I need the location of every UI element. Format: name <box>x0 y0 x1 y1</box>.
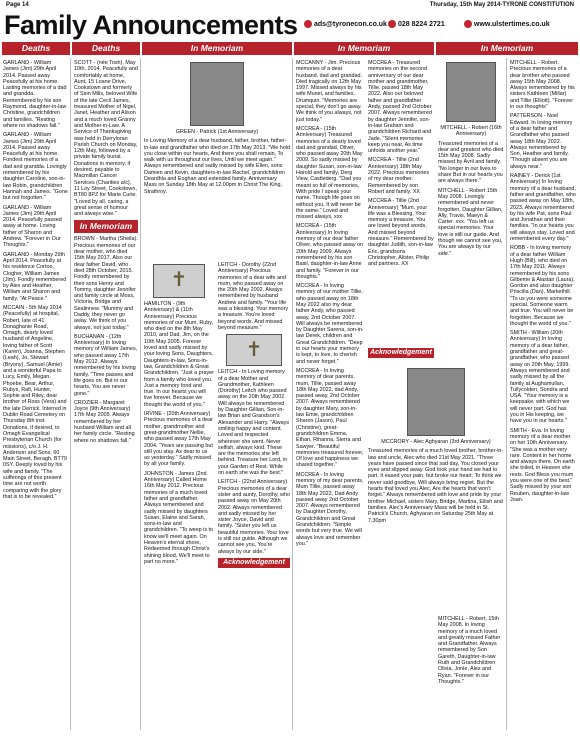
notice-name: MITCHELL - Robert (16th Anniversary) <box>440 125 502 138</box>
email-icon <box>304 20 312 28</box>
divider <box>506 58 507 730</box>
notice-name: GREEN - Patrick (1st Anniversary) <box>175 129 259 135</box>
top-bar <box>0 0 580 10</box>
notice: LEITCH - In Loving memory of a dear Mother and Grandmother, Kathleen (Dorothy) Leitch who passed away on the 20th May 2002. Will always be remembered by Daughter Gillian, Son-in-law Brian and Grandson's Alexander and Harry. "Always smiling happy and content. Loved and respected wherever she went. Never selfish, always kind. These are the memories she left behind. Treasure her Lord, in your Garden of Rest. While on earth she was the best." <box>218 369 290 477</box>
memoriam-header-3: In Memoriam <box>436 42 578 55</box>
notice: MCCREA - Tillie (2nd Anniversary) "Mum, your life was a Blessing, Your memory a treasure, You are loved beyond words, And missed beyond measure." Remembered by daughter Judith, son-in-law Eric, grandsons Christopher, Alister, Philip and partners. XX <box>368 198 434 268</box>
notice: HAMILTON - (9th Anniversary) & (11th Anniversary) Precious memories of our Mum, Ruby, who died on the 8th May 2010, and Dad, Jim, on the 10th May 2005. Forever loved and sadly missed by your loving Sons, Daughters, Daughters-in-law, Sons-in-law, Grandchildren & Great Grandchildren. "Just a prayer from a family who loved you. Just a memory fond and true. In our hearts you will live forever. Because we thought the world of you." <box>144 301 214 408</box>
column-4 <box>218 262 290 732</box>
column-2 <box>74 60 138 732</box>
notice: Treasured memories of a dear and greatest who died 15th May 2008. Sadly missed by Avril and family. "No longer in our lives to share But in our hearts you are always there." <box>438 140 504 185</box>
notice: CROZIER - Margaret Joyce (9th Anniversary) 17th May 2005. Always remembered by her husband William and all her family circle. "Resting where no shadows fall." <box>74 399 135 444</box>
ack-bar <box>368 348 504 362</box>
contact-web[interactable]: www.ulstertimes.co.uk <box>464 20 550 28</box>
notice: IRVINE - (20th Anniversary) Precious memories of a dear mother, grandmother and great-grandmother Nellie, who passed away 17th May 2004. "Years are passing but still you stay. As dear to us as yesterday." Sadly missed by all your family. <box>144 411 213 468</box>
notice: MITCHELL - Robert, 15th May 2008. In loving memory of a much loved and greatly missed Father and Grandfather. Always remembered by Son Gareth, Daughter-in-law Ruth and Grandchildren Olivia, Jonie, Alex and Ryan. "Forever in our Thoughts." <box>438 616 501 685</box>
notice: SMITH - Eva. In loving memory of a dear mother on her 10th Anniversary. "She was a mother very rare. Content in her home and always there. On earth she toiled, in Heaven she rests. God Bless you mum you were one of the best." Sadly missed by your son Reuben, daughter-in-law Joan. <box>510 427 575 503</box>
column-5 <box>296 60 364 732</box>
column-3 <box>144 262 214 732</box>
issue-date: Thursday, 15th May 2014-TYRONE CONSTITUTION <box>429 2 574 8</box>
deaths-header-2: Deaths <box>72 42 140 55</box>
notice: PATTERSON - Noel Edward. In loving memory of a dear father and Grandfather who passed away 18th May 2022. Always remembered by Son, Heather and family. "Though absent you are always near." <box>510 113 573 170</box>
notice-name: MCCRORY - Alec Aghyaran (3rd Anniversary) <box>381 439 491 445</box>
page-number: Page 14 <box>6 2 29 8</box>
phone-icon <box>388 20 396 28</box>
page-title: Family Announcements <box>4 10 298 40</box>
notice: SMITH - William (20th Anniversary) In loving memory of a dear father, grandfather and great-grandfather, who passed away on 20th May, 1999. Always remembered and sadly missed by all the family at Aughamullan, Tullycolden, Sondra and USA. "Your memory is a keepsake, with which we will never part. God has you in His keeping, we have you in our hearts." <box>510 330 570 425</box>
notice: RAINEY - Derick (1st Anniversary) In loving memory of a dear husband, father and grandfather, who passed away on May 18th, 2023. Always remembered by his wife Pat, sons Paul and Jonathan and their families. "In our hearts you will always stay. Loved and remembered every day." <box>510 173 576 243</box>
notice: MCCREA - Treasured memories on the second anniversary of our dear mother and grandmother, Tillie, passed 18th May 2022. Also our beloved father and grandfather Andy, passed 2nd October 2007. Always remembered by daughter Jennifer, son-in-law Graham and grandchildren Richard and Jade. "Silent memories keep you near, As time unfolds another year." <box>368 60 432 155</box>
notice: MCCREA - (15th Anniversary) Treasured memories of a dearly loved dad and grandad, Oliver, who passed away 20th May 2009. So sadly missed by daughter Susan, son-in-law Harold and family, Derg View, Castlederg. "Dad you meant so full of memories, With pride I speak your name. Though life goes on without you, It will never be the same." Loved and missed always, xxx <box>296 125 363 221</box>
column-1 <box>3 60 68 732</box>
notice: GARLAND - Monday 29th April 2014. Peacefully at his residence Cortoo, Clogher, William James (Jim). Fondly remembered by Alex and Heather, William and Sharon and family. "At Peace." <box>3 251 67 302</box>
column-7-bottom <box>438 616 504 732</box>
notice: JOHNSTON - James (2nd Anniversary) Called Home 16th May 2012. Precious memories of a much loved father and grandfather. Always remembered and sadly missed by daughters Susan, Elaine and Sarah, sons-in-law and grandchildren. "To weep is to know we'll meet again. On Heaven's eternal shore, Redeemed through Christ's shining blood, We'll meet to part no more." <box>144 470 214 565</box>
contact-email[interactable]: ads@tyronecon.co.uk <box>304 20 387 28</box>
notice: In Loving Memory of a dear husband, father, brother, father-in-law and grandfather who died on 17th May 2013. "We hold you close within our hearts, And there you shall remain, To walk with us throughout our lives, Until we meet again." Always remembered and sadly missed by wife Ellen, sons Damien and Kevin, daughters-in-law Rachel, grandchildren Deardhla and Eoghan and extended family. Anniversary Mass on Sunday 18th May at 12.00pm in Christ The King, Strathroy. <box>144 138 290 195</box>
notice: GARLAND - William James (Jim) 29th April 2014. Peacefully passed away at home. Loving father of Sharon and Andrew. "Forever in Our Thoughts." <box>3 204 62 249</box>
deaths-header: Deaths <box>2 42 70 55</box>
cross-icon <box>153 264 205 298</box>
contact-phone[interactable]: 028 8224 2721 <box>388 20 445 28</box>
notice: MCCANNY - Jim. Precious memories of a dear husband, dad and grandad. Died tragically on 12th May 1997. Missed always by his wife Muriel, and families. Drumquin. "Memories are special, they don't go away. We think of you always, not just today." <box>296 60 362 123</box>
notice: LEITCH - (22nd Anniversary) Precious memories of a dear sister and aunty, Dorothy, who passed away on May 20th 2002. Always remembered and sadly missed by her sister Joyce, David and family. "Sister you left us beautiful memories. Your love is still our guide. Although we cannot see you, You're always by our side." <box>218 479 290 555</box>
web-icon <box>464 20 472 28</box>
notice: SCOTT - (née Tosh), May 10th, 2014. Peacefully and comfortably at home, Aunt, 15 Loane Drive, Cookstown and formerly of Sion Mills, beloved Wife of the late Cecil James, treasured Mother of Nigel, Janet, Heather and Alison and a much loved Granny and Mother-in-Law. A Service of Thanksgiving was held in Derryloran Parish Church on Monday, 12th May, followed by a private family burial. Donations in memory, if desired, payable to Macmillan Cancer Services (Charities a/c), 11 Loy Street, Cookstown, BT80 8PZ for Marie Curie. "Loved by all, caring, a great sense of humour and always wise." <box>74 60 138 218</box>
acknowledgement-header: Acknowledgement <box>368 348 434 358</box>
memoriam-header-col2: In Memoriam <box>74 220 138 233</box>
memoriam-header-2: In Memoriam <box>294 42 434 55</box>
notice: GARLAND - William James (Jim) 29th April 2014. Passed away Peacefully at his home. Fondest memories of a dad and grandda. Lovingly remembered by his daughter Caroline, son-in-law Robin, grandchildren Hannah and James. "Gone but not forgotten." <box>3 132 68 202</box>
notice: BUCHANAN - (12th Anniversary) In loving memory of William James, who passed away 17th May 2012. Always remembered by his loving family. "Time passes and life goes on. But in our hearts, You are never gone." <box>74 333 138 397</box>
notice: ROBB - In loving memory of a dear father William Hugh (Bill), who died on 17th May 2011. Always remembered by his sons Gilbeme & Alastair (Laura), Gordon and also daughter Priscilla (Dan), Markethill. "To us you were someone special. Someone warm and true. You will never be forgotten. Because we thought the world of you." <box>510 245 575 327</box>
divider <box>70 58 71 730</box>
notice: MCCREA - Tillie (2nd Anniversary) 18th May 2022. Precious memories of my dear mother. Remembered by son Robert and family. XX <box>368 157 430 195</box>
portrait-photo <box>446 62 496 122</box>
portrait-photo <box>407 368 465 436</box>
notice: MITCHELL - Robert 15th May 2008. Lovingly remembered and never forgotten. Daughter Gillian, Ally, Travis, Maeyn & Carter. xxx. "You left us special memories. Your love is still our guide. And though we cannot see you, You are always by our side." <box>438 187 503 257</box>
divider <box>140 58 141 730</box>
notice: BROWN - Martha (Sheila). Precious memories of our dear mother, who died 15th May 2017. Also our dear father David, who died 28th October, 2015. Fondly remembered by their sons Henry and Tommy, daughter Jennifer and family circle at Moss, Victoria, Bridge and Sealinnew. "Mummy and Daddy, they never go away. We think of you always, not just today." <box>74 236 138 331</box>
notice: MCCREA - In loving memory of our mother Tillie, who passed away on 18th May 2022 also my dear father Andy, who passed away, 2nd October 2007. Will always be remembered by Daughter Sarena, son-in-law Derek, children and Great Grandchildren. "Deep in our hearts your memory is kept, to love, to cherish and never forget." <box>296 283 364 365</box>
section-headers <box>2 42 578 56</box>
notice: LEITCH - Dorothy (22nd Anniversary) Precious memories of a dear wife and mum, who passed away on the 20th May 2002. Always remembered by husband Andrew and family. "Your life was a blessing. Your memory a treasure. You're loved beyond words. And missed beyond measure." <box>218 262 289 331</box>
mccrory-notice <box>368 366 504 614</box>
notice: MCCREA - In loving memory of my dear parents, Mum Tillie, passed away 18th May 2022, Dad Andy passed away 2nd October 2007. Always remembered by Daughter Dorothy, Grandchildren and Great Grandchildren. "Simple words but very true. We will always love and remember you." <box>296 471 364 547</box>
mitchell-notice <box>438 60 504 360</box>
notice: MCCREA - In loving memory of dear parents, mum, Tillie, passed away 18th May 2022, dad Andy, passed away, 2nd October 2007. Always remembered by daughter Mary, son-in-law Emie, grandchildren Sharon (Jason), Paul (Christine), great-grandchildren Emma, Ethan, Rihanna, Sierra and Sawyer. "Beautiful memories treasured forever, Of love and happiness we shared together." <box>296 367 364 469</box>
notice: Treasured memories of a much loved brother, brother-in-law and uncle, Alec who died 21st May 2021. "Three years have passed since that sad day, You closed your eyes and slipped away. God took your hand we had to part. It eased your pain, but broke our heart. To think we never said goodbye, Will always bring regret. But the hearts that loved you Alec, Are the hearts that won't forget." Always remembered with love and pride by your brother Michael, sisters Mary, Bridge, Martina, Eilish and families. Alec's Anniversary Mass will be held in St. Patrick's Church, Aghyaran on Saturday 25th May at 7.30pm <box>368 448 504 524</box>
column-6 <box>368 60 434 360</box>
notice: MCCAIN - 5th May 2014 (Peacefully) at hospital, Robert, late of 41 Donaghanie Road, Omagh, dearly loved husband of Angeline, loving father of Scott (Karen), Joanna, Stephen (Leah), Jo, Stewart (Bryony), Samuel (Amie) and a wonderful Papa to Lucy, Emily, Megan, Phoebe, Bear, Arthur, Rubys, Rafi, Hunter, Sophie and Riley, dear brother of Ross (Vera) and the late Derrick. Interred in Dublin Road Cemetery on Thursday 8th inst. Donations, if desired, to Omagh Evangelical Presbyterian Church (for missions), c/o J. H. Anderson and Sons, 60 Main Street, Beragh, BT79 0SY. Deeply loved by his wife and family. "The sufferings of this present time are not worth comparing with the glory that is to be revealed." <box>3 304 67 500</box>
column-8 <box>510 60 576 732</box>
notice: MCCREA - (15th Anniversary) In loving memory of our dear father Oliver, who passed away on 20th May 2009. Always remembered by his son Basil, daughter-in-law Anne and family. "Forever in our thoughts." <box>296 223 364 280</box>
green-notice <box>144 60 290 260</box>
notice: GARLAND - William James (Jim) 29th April 2014. Passed away Peacefully at his home. Lasting memories of a dad and grandda. Remembered by his son Raymond, daughter-in-law Christine, grandchildren and families. "Resting where no shadows fall." <box>3 60 67 129</box>
notice: MITCHELL - Robert. Precious memories of a dear brother who passed away 15th May 2008. Always remembered by his sisters Kathleen (Millar) and Tillie (Elliott). "Forever in our thoughts" <box>510 60 575 111</box>
acknowledgement-header: Acknowledgement <box>218 558 290 568</box>
portrait-photo <box>190 62 244 126</box>
memoriam-header-1: In Memoriam <box>142 42 292 55</box>
divider <box>292 58 293 730</box>
cross-icon <box>226 334 282 366</box>
